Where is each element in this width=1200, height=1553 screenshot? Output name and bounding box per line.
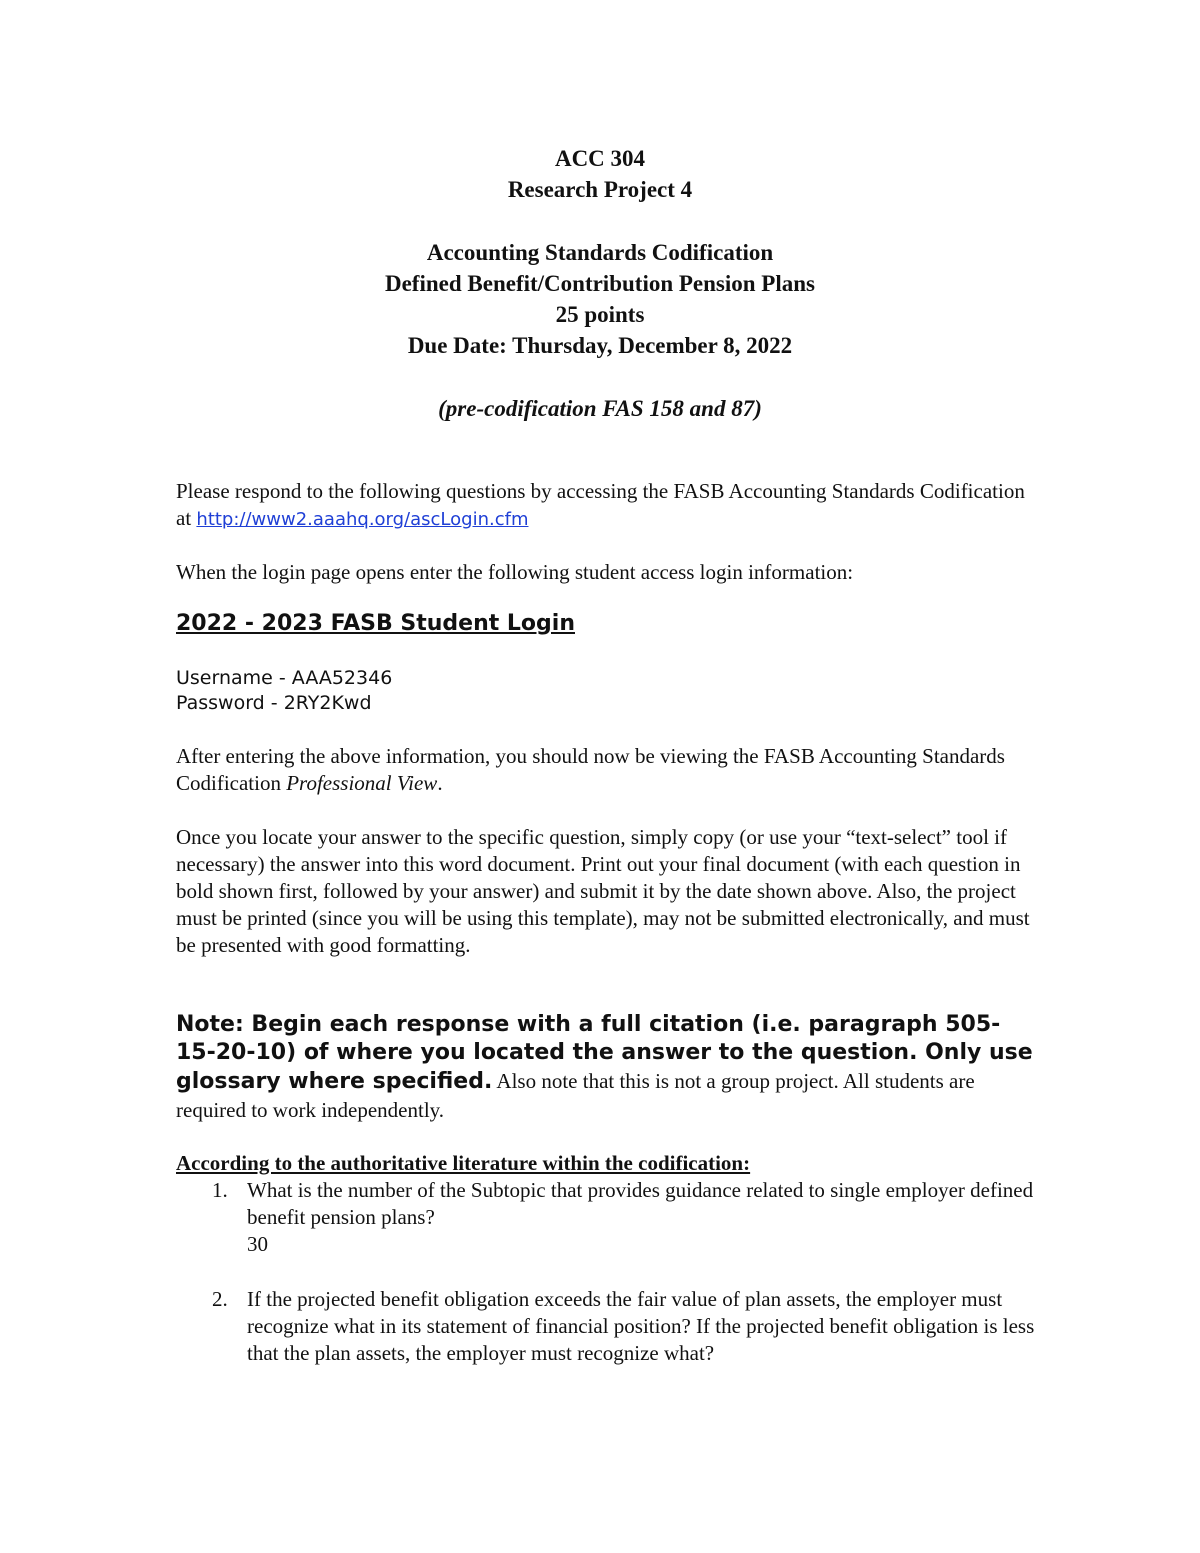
question-answer: 30 [247, 1232, 268, 1256]
note-tail: Also note that this is not a group project. All students are required to work independently. [176, 1069, 975, 1122]
question-1 [176, 1177, 1036, 1258]
credentials [176, 666, 1036, 716]
question-number: 2. [212, 1287, 228, 1311]
topic-title: Accounting Standards Codification [426, 240, 774, 265]
points: 25 points [555, 302, 645, 327]
question-text: What is the number of the Subtopic that provides guidance related to single employer defined benefit pension plans? [247, 1178, 1034, 1229]
password-line [176, 691, 1036, 716]
section-heading: According to the authoritative literature within the codification: [176, 1151, 751, 1175]
login-instruction [176, 559, 1036, 586]
course-title: ACC 304 [554, 146, 646, 171]
login-instruction-text: When the login page opens enter the following student access login information: [176, 560, 854, 584]
note-paragraph [176, 1011, 1036, 1125]
question-number: 1. [212, 1178, 228, 1202]
intro-paragraph [176, 478, 1036, 533]
intro-text: Please respond to the following questions by accessing the FASB Accounting Standards Codification at [176, 479, 1025, 530]
asc-login-link[interactable]: http://www2.aaahq.org/ascLogin.cfm [196, 509, 529, 530]
question-text: If the projected benefit obligation exceeds the fair value of plan assets, the employer must recognize what in its statement of financial position? If the projected benefit obligation is less that the plan assets, the employer must recognize what? [247, 1287, 1035, 1365]
login-section [176, 610, 1036, 638]
section-heading-block [176, 1150, 1036, 1177]
after-login-end: . [437, 771, 443, 795]
instructions-text: Once you locate your answer to the specific question, simply copy (or use your “text-select” tool if necessary) the answer into this word document. Print out your final document (with each question in bold shown first, followed by your answer) and submit it by the date shown above. Also, the project must be printed (since you will be using this template), may not be submitted electronically, and must be presented with good formatting. [176, 825, 1030, 957]
due-date: Due Date: Thursday, December 8, 2022 [407, 333, 793, 358]
project-title: Research Project 4 [507, 177, 693, 202]
after-login-paragraph [176, 743, 1036, 797]
question-2 [176, 1286, 1036, 1367]
precodification-note-block [0, 393, 1200, 424]
password-label: Password - [176, 692, 284, 714]
login-heading: 2022 - 2023 FASB Student Login [176, 611, 575, 636]
title-block [0, 143, 1200, 205]
username-value: AAA52346 [291, 667, 393, 689]
professional-view: Professional View [286, 771, 438, 795]
precodification-note: (pre-codification FAS 158 and 87) [438, 396, 762, 421]
password-value: 2RY2Kwd [283, 692, 372, 714]
subtitle: Defined Benefit/Contribution Pension Plans [384, 271, 815, 296]
instructions-paragraph [176, 824, 1036, 959]
username-label: Username - [176, 667, 292, 689]
note-bold: Note: Begin each response with a full citation (i.e. paragraph 505-15-20-10) of where you located the answer to the question. Only use glossary where specified. [176, 1012, 1033, 1094]
username-line [176, 666, 1036, 691]
after-login-text: After entering the above information, you should now be viewing the FASB Accounting Standards Codification [176, 744, 1005, 795]
subtitle-block [0, 237, 1200, 361]
